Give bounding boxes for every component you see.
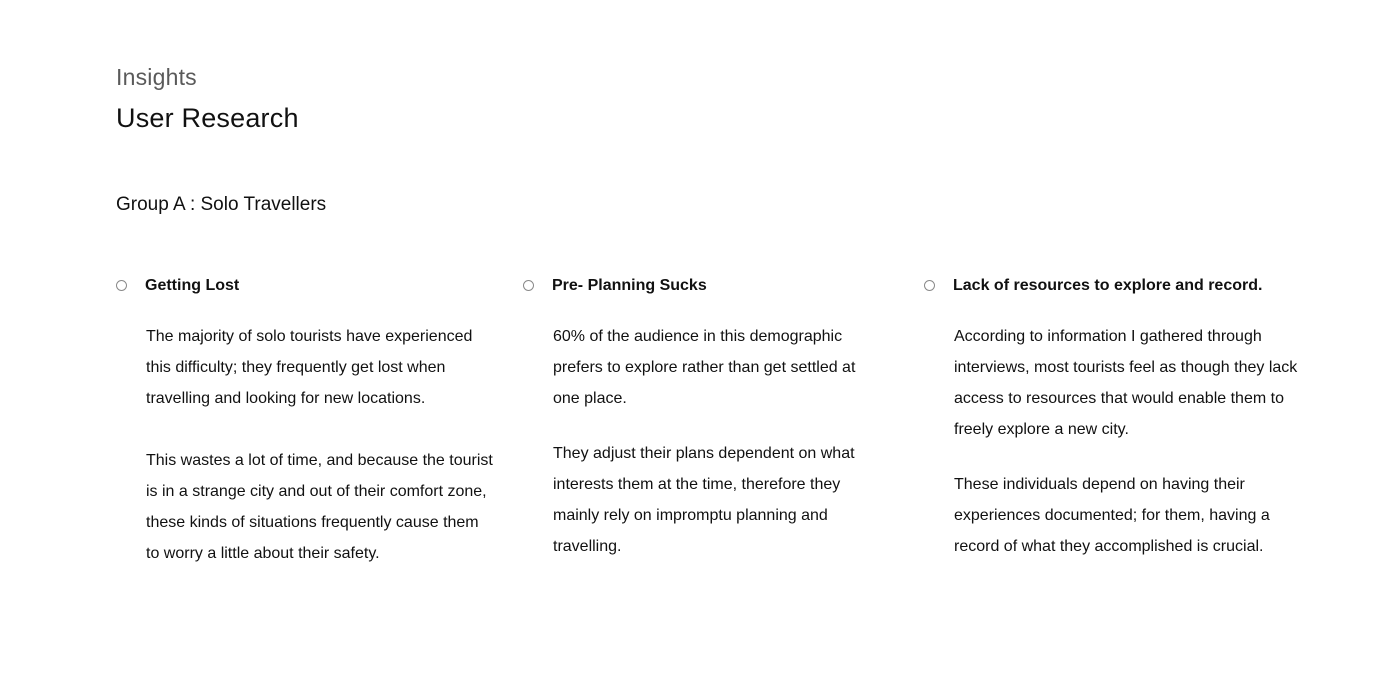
insight-heading <box>116 274 496 298</box>
group-label: Group A : Solo Travellers <box>116 194 327 215</box>
section-eyebrow: Insights <box>116 64 197 90</box>
insight-paragraph: According to information I gathered through interviews, most tourists feel as though they lack access to resources that would enable them to freely explore a new city. <box>954 328 1298 438</box>
insight-body <box>146 321 496 569</box>
insight-heading <box>924 274 1304 298</box>
insight-paragraph: They adjust their plans dependent on what interests them at the time, therefore they mainly rely on impromptu planning and travelling. <box>553 445 855 555</box>
insight-paragraph: The majority of solo tourists have experienced this difficulty; they frequently get lost when travelling and looking for new locations. <box>146 328 473 407</box>
insight-title: Getting Lost <box>145 277 240 294</box>
radio-circle-icon <box>523 280 534 291</box>
page-title: User Research <box>116 103 299 133</box>
insight-paragraph: These individuals depend on having their experiences documented; for them, having a record of what they accomplished is crucial. <box>954 476 1270 555</box>
insight-paragraph: 60% of the audience in this demographic prefers to explore rather than get settled at one place. <box>553 328 856 407</box>
insight-body <box>553 321 883 562</box>
insight-paragraph: This wastes a lot of time, and because the tourist is in a strange city and out of their comfort zone, these kinds of situations frequently cause them to worry a little about their safety. <box>146 452 493 562</box>
radio-circle-icon <box>116 280 127 291</box>
insight-column-lack-of-resources <box>924 274 1304 562</box>
insight-title: Pre- Planning Sucks <box>552 277 707 294</box>
radio-circle-icon <box>924 280 935 291</box>
insight-body <box>954 321 1304 562</box>
insight-column-pre-planning <box>523 274 883 562</box>
insight-title: Lack of resources to explore and record. <box>953 277 1263 294</box>
insight-column-getting-lost <box>116 274 496 569</box>
insight-heading <box>523 274 883 298</box>
